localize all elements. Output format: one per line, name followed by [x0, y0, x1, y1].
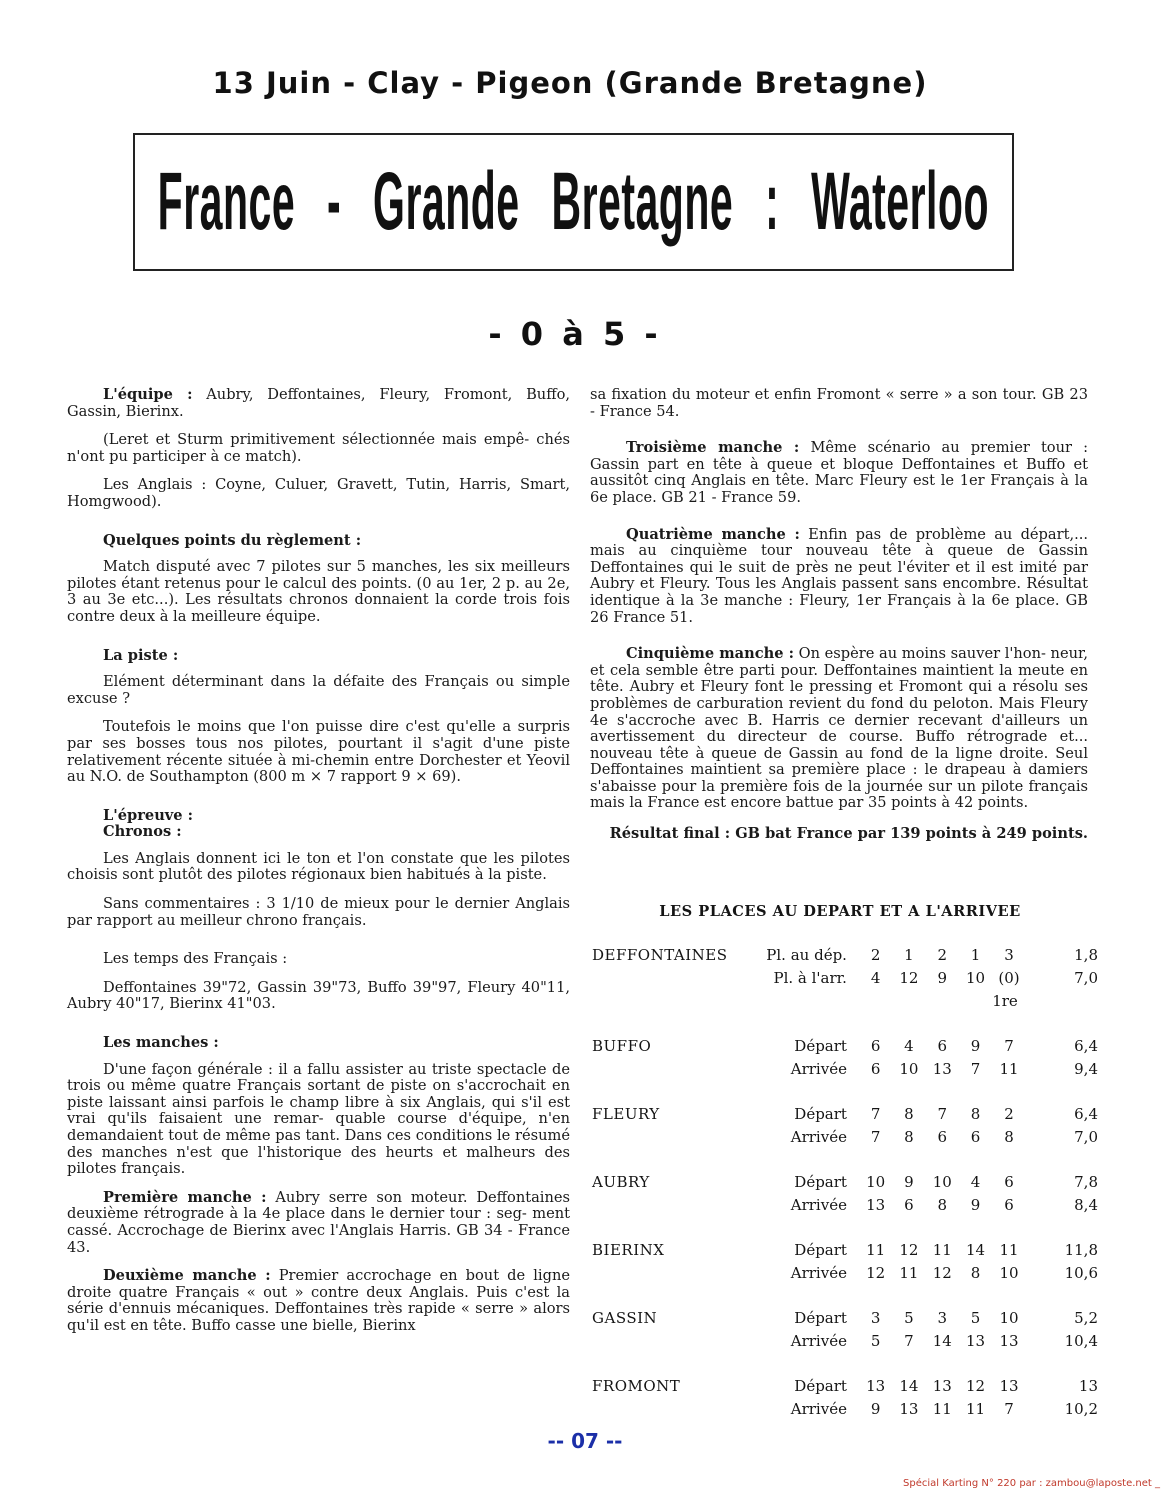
toutefois-paragraph: Toutefois le moins que l'on puisse dire c'est qu'elle a surpris par ses bosses tous nos pilotes, pourtant il s'agit d'une piste relativement récente située à mi-chemin entre Dorchester et Yeovil au N.O. de Southampton (800 m × 7 rapport 9 × 69). [67, 718, 570, 786]
depart-value: 4 [970, 1173, 981, 1191]
final-result: Résultat final : GB bat France par 139 points à 249 points. [609, 825, 1088, 843]
depart-value: 6 [1004, 1173, 1014, 1191]
pilot-name-spacer [592, 1400, 741, 1423]
row-gap [592, 1015, 1098, 1037]
pilot-name-spacer [592, 1060, 741, 1083]
note-spacer [741, 992, 859, 1015]
pilot-name: FROMONT [592, 1377, 681, 1395]
temps-paragraph: Deffontaines 39"72, Gassin 39"73, Buffo 39"97, Fleury 40"11, Aubry 40"17, Bierinx 41"03. [67, 978, 570, 1013]
depart-value: 2 [870, 946, 881, 964]
depart-value: 9 [970, 1037, 981, 1055]
note-spacer [926, 992, 959, 1015]
leret-paragraph: (Leret et Sturm primitivement sélectionnée mais empê- chés n'ont pu participer à ce match). [67, 431, 570, 465]
depart-label: Pl. au dép. [766, 946, 847, 964]
arrivee-value: 13 [866, 1196, 886, 1214]
depart-value: 13 [932, 1377, 952, 1395]
pilot-name: BIERINX [592, 1241, 665, 1259]
table-row [592, 1173, 1098, 1196]
manche2-text: Premier accrochage en bout de ligne droite quatre Français « out » contre deux Anglais. Puis c'est la série d'ennuis mécaniques. Deffontaines très rapide « serre » alors qu'il est en tête. Buffo casse une bielle, Bierinx [67, 1267, 570, 1334]
arrivee-value: 11 [999, 1060, 1019, 1078]
arrivee-value: 6 [1004, 1196, 1014, 1214]
manche4-label: Quatrième manche : [626, 525, 800, 543]
table-row [592, 992, 1098, 1015]
depart-value: 2 [1004, 1105, 1014, 1123]
row-gap-cell [592, 1151, 1098, 1173]
depart-value: 2 [937, 946, 947, 964]
depart-value: 13 [866, 1377, 886, 1395]
row-gap-cell [592, 1083, 1098, 1105]
manche1-paragraph [67, 1190, 570, 1256]
arrivee-value: (0) [998, 969, 1020, 987]
generale-paragraph: D'une façon générale : il a fallu assister au triste spectacle de trois ou même quatre Français sortant de piste on s'accrochait en piste laissant ainsi parfois le champ libre à six Anglais, qui s'il est vrai qu'ils faisaient une remar- quable course d'équipe, n'en demandaient tout de même pas tant. Dans ces conditions le résumé des manches n'est que l'historique des heurts et malheurs des pilotes français. [67, 1060, 570, 1178]
table-row [592, 1332, 1098, 1355]
depart-value: 7 [1004, 1037, 1014, 1055]
arrivee-label: Arrivée [790, 1060, 847, 1078]
row-gap-cell [592, 1219, 1098, 1241]
arrivee-value: 6 [937, 1128, 947, 1146]
arrivee-value: 8 [904, 1128, 914, 1146]
epreuve-heading: L'épreuve : [103, 806, 194, 824]
arrivee-average: 8,4 [1074, 1196, 1098, 1214]
chronos-heading: Chronos : [103, 823, 182, 841]
depart-label: Départ [794, 1105, 847, 1123]
depart-value: 1 [904, 946, 914, 964]
reglement-heading: Quelques points du règlement : [103, 531, 362, 549]
continuation-paragraph: sa fixation du moteur et enfin Fromont « serre » a son tour. GB 23 - France 54. [590, 386, 1088, 420]
left-column [67, 387, 570, 1347]
arrivee-average: 7,0 [1074, 1128, 1098, 1146]
arrivee-value: 4 [870, 969, 881, 987]
depart-average: 1,8 [1074, 946, 1098, 964]
arrivee-value: 10 [999, 1264, 1019, 1282]
row-gap-cell [592, 1287, 1098, 1309]
manche4-text: Enfin pas de problème au départ,... mais au cinquième tour nouveau tête à queue de Gassin Deffontaines qui le suit de près ne peut l'éviter et il est imité par Aubry et Fleury. Tous les Anglais passent sans encombre. Résultat identique à la 3e manche : Fleury, 1er Français à la 6e place. GB 26 France 51. [590, 525, 1088, 626]
depart-value: 7 [870, 1105, 881, 1123]
arrivee-label: Arrivée [790, 1332, 847, 1350]
row-gap [592, 1355, 1098, 1377]
depart-value: 8 [904, 1105, 914, 1123]
equipe-text: Aubry, Deffontaines, Fleury, Fromont, Buffo, Gassin, Bierinx. [67, 386, 570, 420]
arrivee-label: Pl. à l'arr. [773, 969, 847, 987]
manche1-text: Aubry serre son moteur. Deffontaines deuxième rétrograde à la 4e place dans le dernier tour : seg- ment cassé. Accrochage de Bierinx avec l'Anglais Harris. GB 34 - France 43. [67, 1188, 570, 1256]
arrivee-value: 13 [932, 1060, 952, 1078]
table-row [592, 1309, 1098, 1332]
pilot-name-spacer [592, 1128, 741, 1151]
manche3-text: Même scénario au premier tour : Gassin part en tête à queue et bloque Deffontaines et Buffo et aussitôt cinq Anglais en tête. Marc Fleury est le 1er Français à la 6e place. GB 21 - France 59. [590, 439, 1088, 506]
table-row [592, 1128, 1098, 1151]
row-gap [592, 1151, 1098, 1173]
places-table [592, 946, 1098, 1423]
arrivee-average: 10,6 [1064, 1264, 1098, 1282]
depart-average: 7,8 [1074, 1173, 1098, 1191]
arrivee-value: 8 [937, 1196, 947, 1214]
table-row [592, 1400, 1098, 1423]
piste-heading: La piste : [103, 646, 179, 664]
depart-value: 14 [966, 1241, 986, 1259]
depart-value: 8 [970, 1105, 981, 1123]
note-spacer [892, 992, 925, 1015]
arrivee-value: 6 [970, 1128, 981, 1146]
arrivee-value: 7 [904, 1332, 914, 1350]
depart-label: Départ [794, 1309, 847, 1327]
arrivee-value: 9 [937, 969, 947, 987]
table-row [592, 946, 1098, 969]
pilot-name: DEFFONTAINES [592, 946, 728, 964]
page-title: 13 Juin - Clay - Pigeon (Grande Bretagne) [212, 66, 928, 100]
pilot-name: GASSIN [592, 1309, 658, 1327]
manche1-label: Première manche : [103, 1188, 267, 1206]
arrivee-label: Arrivée [790, 1128, 847, 1146]
pilot-name-spacer [592, 1196, 741, 1219]
depart-label: Départ [794, 1173, 847, 1191]
depart-value: 11 [866, 1241, 886, 1259]
pilot-name: BUFFO [592, 1037, 652, 1055]
first-place-note: 1re [992, 992, 1018, 1010]
arrivee-value: 7 [1004, 1400, 1014, 1418]
pilot-name-spacer [592, 1264, 741, 1287]
row-gap [592, 1219, 1098, 1241]
pilot-name: AUBRY [592, 1173, 650, 1191]
score: - 0 à 5 - [488, 315, 662, 353]
arrivee-value: 9 [970, 1196, 981, 1214]
anglais-paragraph: Les Anglais : Coyne, Culuer, Gravett, Tutin, Harris, Smart, Homgwood). [67, 476, 570, 510]
arrivee-value: 6 [904, 1196, 914, 1214]
table-row [592, 1264, 1098, 1287]
depart-value: 12 [899, 1241, 919, 1259]
arrivee-value: 8 [970, 1264, 981, 1282]
arrivee-average: 9,4 [1074, 1060, 1098, 1078]
headline: France - Grande Bretagne : Waterloo [157, 156, 990, 247]
arrivee-value: 7 [870, 1128, 881, 1146]
table-row [592, 969, 1098, 992]
table-row [592, 1060, 1098, 1083]
arrivee-value: 13 [966, 1332, 986, 1350]
manche4-paragraph [590, 527, 1088, 627]
depart-value: 11 [932, 1241, 952, 1259]
table-row [592, 1241, 1098, 1264]
depart-label: Départ [794, 1037, 847, 1055]
depart-value: 11 [999, 1241, 1019, 1259]
depart-value: 3 [1004, 946, 1014, 964]
table-title: LES PLACES AU DEPART ET A L'ARRIVEE [659, 903, 1021, 920]
sans-commentaires-paragraph: Sans commentaires : 3 1/10 de mieux pour le dernier Anglais par rapport au meilleur chrono français. [67, 895, 570, 929]
depart-value: 4 [904, 1037, 914, 1055]
manches-heading: Les manches : [103, 1034, 219, 1052]
depart-value: 6 [937, 1037, 947, 1055]
headline-box [133, 133, 1014, 271]
match-paragraph: Match disputé avec 7 pilotes sur 5 manches, les six meilleurs pilotes étant retenus pour le calcul des points. (0 au 1er, 2 p. au 2e, 3 au 3e etc...). Les résultats chronos donnaient la corde trois fois contre deux à la meilleure équipe. [67, 558, 570, 625]
temps-label: Les temps des Français : [103, 950, 288, 968]
manche5-label: Cinquième manche : [626, 645, 794, 663]
row-gap-cell [592, 1355, 1098, 1377]
note-spacer [859, 992, 892, 1015]
arrivee-value: 14 [932, 1332, 952, 1350]
page-number: -- 07 -- [547, 1429, 623, 1453]
table-row [592, 1105, 1098, 1128]
depart-value: 3 [870, 1309, 881, 1327]
arrivee-average: 10,2 [1064, 1400, 1098, 1418]
arrivee-value: 6 [870, 1060, 881, 1078]
depart-average: 6,4 [1074, 1105, 1098, 1123]
arrivee-label: Arrivée [790, 1196, 847, 1214]
depart-value: 1 [970, 946, 981, 964]
note-spacer [592, 992, 741, 1015]
arrivee-label: Arrivée [790, 1400, 847, 1418]
depart-value: 13 [999, 1377, 1019, 1395]
depart-value: 10 [999, 1309, 1019, 1327]
element-paragraph: Elément déterminant dans la défaite des Français ou simple excuse ? [67, 673, 570, 707]
pilot-name-spacer [592, 1332, 741, 1355]
depart-value: 5 [970, 1309, 981, 1327]
note-spacer [1026, 992, 1098, 1015]
depart-label: Départ [794, 1241, 847, 1259]
row-gap [592, 1287, 1098, 1309]
arrivee-value: 10 [899, 1060, 919, 1078]
arrivee-value: 12 [899, 969, 919, 987]
pilot-name-spacer [592, 969, 741, 992]
manche3-paragraph [590, 440, 1088, 506]
pilot-name: FLEURY [592, 1105, 660, 1123]
equipe-paragraph [67, 387, 570, 420]
arrivee-value: 9 [870, 1400, 881, 1418]
row-gap-cell [592, 1015, 1098, 1037]
equipe-label: L'équipe : [103, 386, 193, 403]
table-row [592, 1037, 1098, 1060]
row-gap [592, 1083, 1098, 1105]
manche2-label: Deuxième manche : [103, 1267, 271, 1285]
depart-average: 5,2 [1074, 1309, 1098, 1327]
depart-value: 14 [899, 1377, 919, 1395]
depart-value: 3 [937, 1309, 947, 1327]
depart-value: 12 [966, 1377, 986, 1395]
table-row [592, 1196, 1098, 1219]
depart-average: 11,8 [1064, 1241, 1098, 1259]
depart-average: 13 [1078, 1377, 1098, 1395]
table-row [592, 1377, 1098, 1400]
arrivee-value: 8 [1004, 1128, 1014, 1146]
depart-value: 10 [932, 1173, 952, 1191]
arrivee-value: 5 [870, 1332, 881, 1350]
footer-credit: Spécial Karting N° 220 par : zambou@laposte.net _ [903, 1478, 1160, 1489]
arrivee-value: 11 [899, 1264, 919, 1282]
depart-value: 10 [866, 1173, 886, 1191]
arrivee-value: 11 [932, 1400, 952, 1418]
anglais-ton-paragraph: Les Anglais donnent ici le ton et l'on constate que les pilotes choisis sont plutôt des pilotes régionaux bien habitués à la piste. [67, 849, 570, 884]
arrivee-average: 10,4 [1064, 1332, 1098, 1350]
depart-average: 6,4 [1074, 1037, 1098, 1055]
arrivee-value: 13 [999, 1332, 1019, 1350]
arrivee-value: 7 [970, 1060, 981, 1078]
manche5-text: On espère au moins sauver l'hon- neur, et cela semble être parti pour. Deffontaines maintient la meute en tête. Aubry et Fleury font le pressing et Fromont qui a résolu ses problèmes de carburation revient du fond du peloton. Mais Fleury 4e s'accroche avec B. Harris ce dernier recevant d'ailleurs un avertissement du directeur de course. Buffo rétrograde et... nouveau tête à queue de Gassin au fond de la ligne droite. Seul Deffontaines maintient sa première place : le drapeau à damiers s'abaisse pour la première fois de la journée sur un pilote français mais la France est encore battue par 35 points à 42 points. [590, 645, 1088, 812]
manche3-label: Troisième manche : [626, 439, 800, 457]
manche2-paragraph [67, 1268, 570, 1334]
arrivee-value: 12 [866, 1264, 886, 1282]
note-spacer [959, 992, 992, 1015]
arrivee-average: 7,0 [1074, 969, 1098, 987]
arrivee-value: 13 [899, 1400, 919, 1418]
arrivee-value: 10 [966, 969, 986, 987]
depart-value: 9 [904, 1173, 914, 1191]
right-column [590, 387, 1088, 843]
depart-value: 5 [904, 1309, 914, 1327]
arrivee-value: 12 [932, 1264, 952, 1282]
depart-value: 7 [937, 1105, 947, 1123]
manche5-paragraph [590, 646, 1088, 812]
depart-label: Départ [794, 1377, 847, 1395]
arrivee-value: 11 [966, 1400, 986, 1418]
arrivee-label: Arrivée [790, 1264, 847, 1282]
depart-value: 6 [870, 1037, 881, 1055]
places-table-body [592, 946, 1098, 1423]
